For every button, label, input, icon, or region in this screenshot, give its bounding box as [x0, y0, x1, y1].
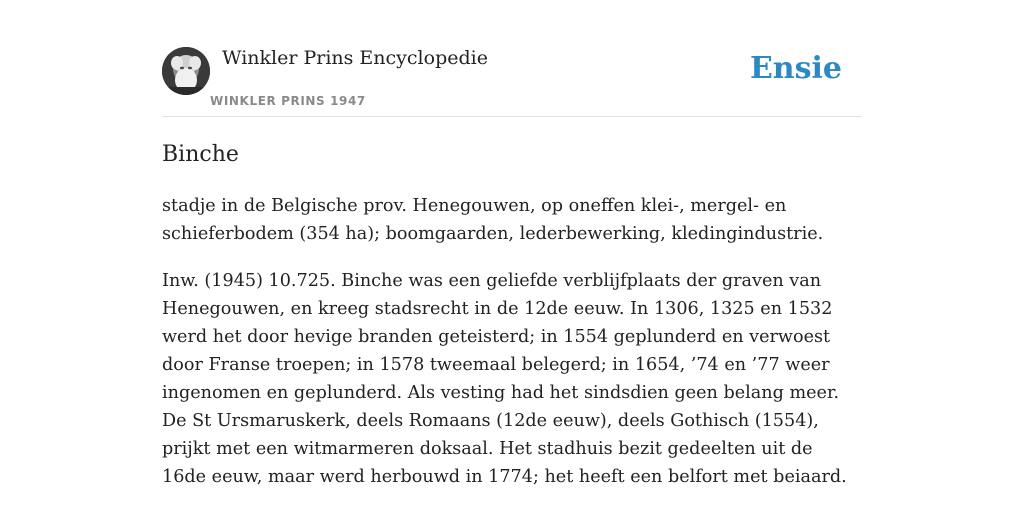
- content-container: [162, 0, 862, 487]
- header: [162, 0, 862, 117]
- ensie-logo[interactable]: Ensie: [749, 51, 842, 86]
- article-paragraph: stadje in de Belgische prov. Henegouwen, op oneffen klei-, mergel- en schieferbodem (354 ha); boomgaarden, lederbewerking, kledingindustrie.: [162, 196, 824, 244]
- article-paragraph: Inw. (1945) 10.725. Binche was een geliefde verblijfplaats der graven van Henegouwen, en kreeg stadsrecht in de 12de eeuw. In 1306, 1325 en 1532 werd het door hevige branden geteisterd; in 1554 geplunderd en verwoest door Franse troepen; in 1578 tweemaal belegerd; in 1654, ’74 en ’77 weer ingenomen en geplunderd. Als vesting had het sindsdien geen belang meer. De St Ursmaruskerk, deels Romaans (12de eeuw), deels Gothisch (1554), prijkt met een witmarmeren doksaal. Het stadhuis bezit gedeelten uit de 16de eeuw, maar werd herbouwd in 1774; het heeft een belfort met beiaard.: [162, 271, 847, 487]
- source-subtitle[interactable]: WINKLER PRINS 1947: [210, 94, 366, 108]
- source-title[interactable]: Winkler Prins Encyclopedie: [222, 47, 488, 69]
- article-title: Binche: [162, 142, 239, 167]
- portrait-avatar-icon[interactable]: [162, 47, 210, 95]
